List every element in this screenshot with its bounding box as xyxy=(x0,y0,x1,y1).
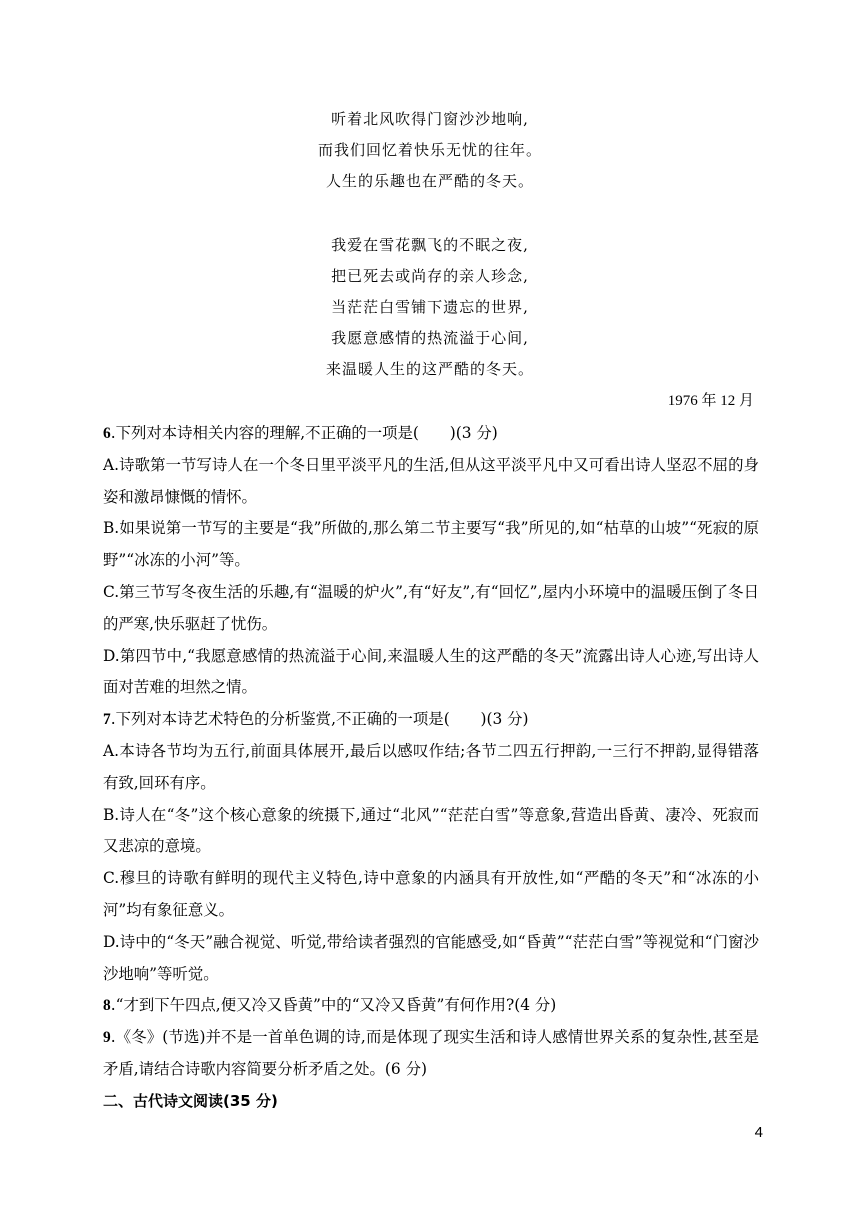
poem-stanza-4 xyxy=(300,230,560,385)
option-b: B.诗人在“冬”这个核心意象的统摄下,通过“北风”“茫茫白雪”等意象,营造出昏黄、凄冷、死寂而又悲凉的意境。 xyxy=(103,805,759,856)
section-heading: 二、古代诗文阅读(35 分) xyxy=(103,1091,278,1110)
poem-line: 我爱在雪花飘飞的不眠之夜, xyxy=(331,236,529,254)
option-a: A.本诗各节均为五行,前面具体展开,最后以感叹作结;各节二四五行押韵,一三行不押韵,显得错落有致,回环有序。 xyxy=(103,741,759,792)
poem-line: 当茫茫白雪铺下遗忘的世界, xyxy=(331,298,529,316)
poem-line: 我愿意感情的热流溢于心间, xyxy=(331,329,529,347)
questions-body xyxy=(103,418,759,1118)
question-7 xyxy=(103,704,759,736)
poem-line: 人生的乐趣也在严酷的冬天。 xyxy=(325,172,534,190)
question-stem: .《冬》(节选)并不是一首单色调的诗,而是体现了现实生活和诗人感情世界关系的复杂性,甚至是矛盾,请结合诗歌内容简要分析矛盾之处。(6 分) xyxy=(103,1028,759,1078)
question-9 xyxy=(103,1022,759,1086)
option-c: C.穆旦的诗歌有鲜明的现代主义特色,诗中意象的内涵具有开放性,如“严酷的冬天”和“冰冻的小河”均有象征意义。 xyxy=(103,869,759,919)
question-stem: .“才到下午四点,便又冷又昏黄”中的“又冷又昏黄”有何作用?(4 分) xyxy=(110,996,557,1015)
option-b: B.如果说第一节写的主要是“我”所做的,那么第二节主要写“我”所见的,如“枯草的山坡”“死寂的原野”“冰冻的小河”等。 xyxy=(103,519,759,570)
poem-stanza-3-tail xyxy=(300,104,560,197)
question-number: 7 xyxy=(103,711,111,729)
question-number: 8 xyxy=(103,997,111,1015)
poem-line: 把已死去或尚存的亲人珍念, xyxy=(331,267,529,285)
option-d: D.诗中的“冬天”融合视觉、听觉,带给读者强烈的官能感受,如“昏黄”“茫茫白雪”等视觉和“门窗沙沙地响”等听觉。 xyxy=(103,932,759,983)
question-stem: .下列对本诗艺术特色的分析鉴赏,不正确的一项是( )(3 分) xyxy=(110,710,529,729)
option-a: A.诗歌第一节写诗人在一个冬日里平淡平凡的生活,但从这平淡平凡中又可看出诗人坚忍不屈的身姿和激昂慷慨的情怀。 xyxy=(103,455,759,506)
poem-date: 1976 年 12 月 xyxy=(667,393,754,409)
option-d: D.第四节中,“我愿意感情的热流溢于心间,来温暖人生的这严酷的冬天”流露出诗人心迹,写出诗人面对苦难的坦然之情。 xyxy=(103,646,759,697)
question-number: 9 xyxy=(103,1029,111,1047)
poem-line: 听着北风吹得门窗沙沙地响, xyxy=(331,110,529,128)
page-number: 4 xyxy=(754,1124,763,1141)
question-number: 6 xyxy=(103,425,111,442)
question-6 xyxy=(103,418,759,450)
poem-line: 来温暖人生的这严酷的冬天。 xyxy=(325,360,534,378)
option-c: C.第三节写冬夜生活的乐趣,有“温暖的炉火”,有“好友”,有“回忆”,屋内小环境中的温暖压倒了冬日的严寒,快乐驱赶了忧伤。 xyxy=(103,582,759,633)
question-stem: .下列对本诗相关内容的理解,不正确的一项是( )(3 分) xyxy=(110,424,498,442)
question-8 xyxy=(103,990,759,1022)
poem-line: 而我们回忆着快乐无忧的往年。 xyxy=(317,141,542,159)
